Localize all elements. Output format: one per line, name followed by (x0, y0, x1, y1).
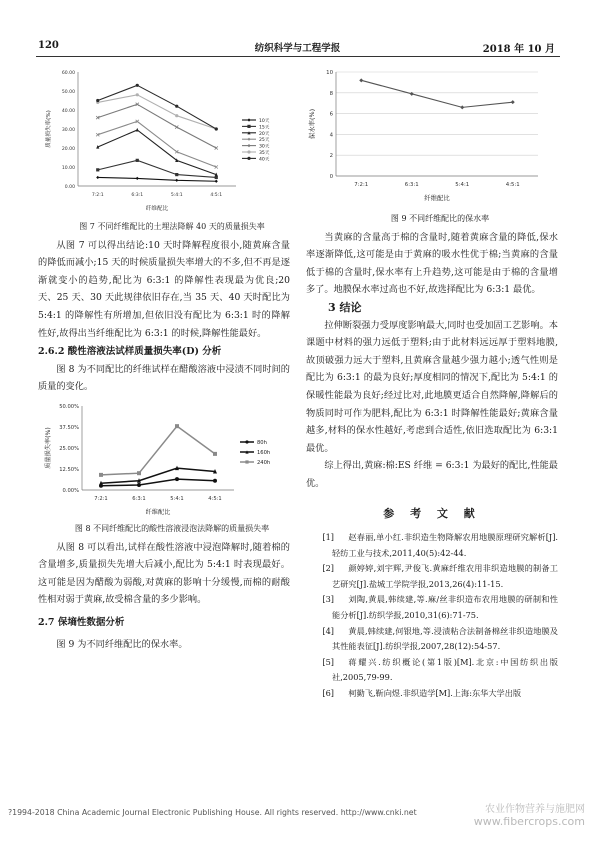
watermark-text: 农业作物营养与施肥网 (485, 804, 585, 815)
reference-item (306, 686, 558, 702)
reference-number: [3] (322, 594, 334, 605)
paragraph: 从图 7 可以得出结论:10 天时降解程度很小,随黄麻含量的降低而减小;15 天的时候质量损失率增大的不多,但不再是逐渐就变小的趋势,配比为 6:3:1 的降解性表现最为优良;20 天、25 天、30 天此规律依旧存在,当 35 天、40 天时配比为 5:4:1 的降解性有所增加,但依旧没有配比为 6:3:1 时的降解性好,故得出当纤维配比为 6:3:1 的时候,降解性能最好。 (38, 239, 290, 339)
data-point (137, 483, 141, 487)
x-tick-label: 5:4:1 (455, 182, 470, 188)
data-point (215, 176, 218, 179)
y-tick-label: 37.50% (59, 424, 79, 431)
x-tick-label: 6:3:1 (132, 495, 146, 502)
section-heading-2-6-2: 2.6.2 酸性溶液法试样质量损失率(D) 分析 (38, 346, 222, 358)
x-axis-title: 纤维配比 (145, 508, 171, 516)
paragraph: 综上得出,黄麻:棉:ES 纤维 = 6:3:1 为最好的配比,性能最优。 (306, 460, 558, 489)
legend-marker (247, 138, 250, 141)
header-rule (36, 56, 560, 57)
series-line (98, 121, 217, 167)
legend-marker (247, 118, 250, 121)
data-point (99, 473, 103, 477)
x-tick-label: 6:3:1 (404, 182, 419, 188)
left-column (38, 64, 290, 653)
reference-text: 刘陶,黄晨,韩续建,等.麻/丝非织造布农用地膜的研制和性能分析[J].纺织学报,2010,31(6):71-75. (332, 594, 558, 621)
y-tick-label: 25.00% (59, 445, 79, 452)
reference-number: [6] (322, 688, 334, 699)
data-point (215, 180, 218, 183)
page-number: 120 (38, 40, 59, 51)
page-header (0, 0, 595, 60)
y-tick-label: 2 (329, 153, 333, 160)
data-point (175, 173, 178, 176)
journal-title: 纺织科学与工程学报 (254, 43, 341, 54)
x-tick-label: 7:2:1 (91, 193, 104, 198)
x-axis-title: 纤维配比 (145, 206, 169, 212)
legend-marker (247, 150, 250, 153)
reference-text: 颜婷婷,刘宇辉,尹俊飞.黄麻纤维农用非织造地膜的制备工艺研究[J].盐城工学院学报,2013,26(4):11-15. (332, 563, 558, 589)
reference-text: 柯勤飞,靳向煜.非织造学[M].上海:东华大学出版 (348, 688, 522, 699)
series-line (361, 80, 513, 107)
data-point (213, 479, 217, 483)
data-point (175, 477, 179, 481)
watermark-url: www.fibercrops.com (473, 815, 585, 828)
data-point (175, 179, 178, 182)
data-point (136, 93, 139, 96)
legend-marker (245, 460, 248, 463)
series-line (98, 104, 217, 148)
y-tick-label: 0.00% (62, 487, 79, 494)
legend-label: 40天 (259, 157, 270, 163)
issue-date: 2018 年 10 月 (482, 44, 555, 55)
reference-number: [4] (322, 625, 334, 636)
data-point (136, 177, 139, 180)
figure-9-caption: 图 9 不同纤维配比的保水率 (390, 213, 490, 223)
y-tick-label: 10.00 (61, 166, 75, 171)
legend-label: 160h (257, 449, 271, 456)
y-tick-label: 6 (329, 111, 333, 118)
figure-8-caption: 图 8 不同纤维配比的酸性溶液浸泡法降解的质量损失率 (74, 523, 270, 533)
y-tick-label: 0.00 (64, 185, 75, 190)
x-tick-label: 4:5:1 (208, 495, 222, 502)
legend-label: 30天 (259, 144, 270, 150)
legend-label: 10天 (259, 119, 270, 124)
data-point (359, 78, 363, 82)
paragraph: 图 9 为不同纤维配比的保水率。 (56, 638, 188, 650)
legend-label: 80h (257, 439, 267, 446)
legend-marker (245, 440, 248, 443)
references-list (306, 530, 558, 702)
y-tick-label: 4 (329, 132, 333, 139)
x-tick-label: 7:2:1 (94, 495, 108, 502)
legend-label: 20天 (259, 131, 270, 137)
figure-7-chart (38, 64, 290, 214)
reference-number: [5] (322, 656, 334, 667)
legend-marker (247, 144, 250, 147)
y-tick-label: 0 (329, 174, 333, 180)
legend-marker (247, 157, 250, 160)
y-tick-label: 50.00 (61, 90, 75, 95)
legend-label: 240h (257, 459, 271, 466)
data-point (175, 424, 179, 428)
y-axis-title: 保水率(%) (308, 108, 316, 140)
y-tick-label: 8 (329, 90, 333, 97)
data-point (175, 114, 178, 117)
x-tick-label: 4:5:1 (505, 182, 520, 188)
x-axis-title: 纤维配比 (424, 194, 450, 202)
data-point (137, 471, 141, 475)
right-column (306, 64, 558, 702)
data-point (96, 176, 99, 179)
legend-label: 25天 (259, 138, 270, 144)
watermark (474, 804, 585, 828)
y-tick-label: 12.50% (59, 466, 79, 473)
reference-text: 蒋耀兴.纺织概论(第1版)[M].北京:中国纺织出版社,2005,79-99. (332, 656, 558, 683)
figure-8-chart (38, 398, 290, 516)
reference-number: [1] (322, 532, 334, 543)
y-tick-label: 40.00 (61, 109, 75, 114)
series-line (98, 160, 217, 177)
y-tick-label: 20.00 (61, 147, 75, 152)
x-tick-label: 4:5:1 (210, 193, 223, 198)
series-line (101, 426, 215, 475)
data-point (175, 105, 178, 108)
legend-marker (247, 125, 250, 128)
copyright-line: ?1994-2018 China Academic Journal Electronic Publishing House. All rights reserved. http://www.cnki.net (8, 808, 417, 817)
reference-item (306, 561, 558, 592)
data-point (460, 105, 464, 109)
x-tick-label: 5:4:1 (170, 193, 183, 198)
x-tick-label: 7:2:1 (354, 182, 369, 188)
data-point (213, 452, 217, 456)
y-tick-label: 50.00% (59, 403, 79, 410)
paragraph: 拉伸断裂强力受厚度影响最大,同时也受加固工艺影响。本课题中材料的强力远低于塑料;由于此材料远远厚于塑料地膜,故顶破强力远大于塑料,且黄麻含量越少强力越小;透气性则是配比为 6:3:1 的最为良好;厚度相同的情况下,配比为 5:4:1 的保暖性能最为良好;经过比对,此地膜更适合自然降解,降解后的物质同时可作为肥料,配比为 6:3:1 时降解性能最好;黄麻含量越多,材料的保水性越好,考虑到合适性,依旧选取配比为 6:3:1 最优。 (306, 319, 558, 454)
series-line (98, 177, 217, 181)
section-heading-3: 3 结论 (328, 300, 362, 314)
figure-9-chart (306, 64, 558, 206)
legend-label: 35天 (259, 151, 270, 156)
y-tick-label: 10 (326, 70, 333, 76)
data-point (215, 127, 218, 130)
data-point (511, 100, 515, 104)
reference-item (306, 655, 558, 686)
legend-label: 15天 (259, 125, 270, 131)
data-point (96, 168, 99, 171)
data-point (136, 159, 139, 162)
section-heading-2-7: 2.7 保墒性数据分析 (38, 616, 125, 628)
reference-item (306, 592, 558, 623)
y-tick-label: 60.00 (61, 71, 75, 76)
data-point (410, 92, 414, 96)
y-tick-label: 30.00 (61, 128, 75, 133)
paragraph: 从图 8 可以看出,试样在酸性溶液中浸泡降解时,随着棉的含量增多,质量损失先增大后减小,配比为 5:4:1 时表现最好。这可能是因为醋酸为弱酸,对黄麻的影响十分缓慢,而棉的耐酸性相对弱于黄麻,故受棉含量的多少影响。 (38, 541, 290, 606)
references-title: 参 考 文 献 (383, 506, 481, 520)
y-axis-title: 质量损失率(%) (45, 427, 52, 469)
data-point (136, 128, 139, 132)
reference-number: [2] (322, 563, 334, 574)
y-axis-title: 质量损失率(%) (46, 110, 52, 148)
figure-7-caption: 图 7 不同纤维配比的土埋法降解 40 天的质量损失率 (79, 221, 265, 231)
data-point (96, 99, 99, 102)
data-point (136, 84, 139, 87)
reference-item (306, 624, 558, 655)
reference-text: 黄晨,韩续建,何银地,等.浸渍粘合法制备棉丝非织造地膜及其性能表征[J].纺织学报,2007,28(12):54-57. (332, 625, 558, 652)
x-tick-label: 6:3:1 (131, 193, 144, 198)
reference-item (306, 530, 558, 561)
series-line (101, 468, 215, 483)
paragraph: 图 8 为不同配比的纤维试样在醋酸溶液中浸渍不同时间的质量的变化。 (38, 363, 290, 393)
paragraph: 当黄麻的含量高于棉的含量时,随着黄麻含量的降低,保水率逐渐降低,这可能是由于黄麻的吸水性优于棉;当黄麻的含量低于棉的含量时,保水率有上升趋势,这可能是由于棉的含量增多了。地膜保水率过高也不好,故选择配比为 6:3:1 最优。 (306, 231, 558, 296)
reference-text: 赵春丽,单小红.非织造生物降解农用地膜原理研究解析[J].轻纺工业与技术,2011,40(5):42-44. (332, 532, 558, 558)
x-tick-label: 5:4:1 (170, 495, 184, 502)
